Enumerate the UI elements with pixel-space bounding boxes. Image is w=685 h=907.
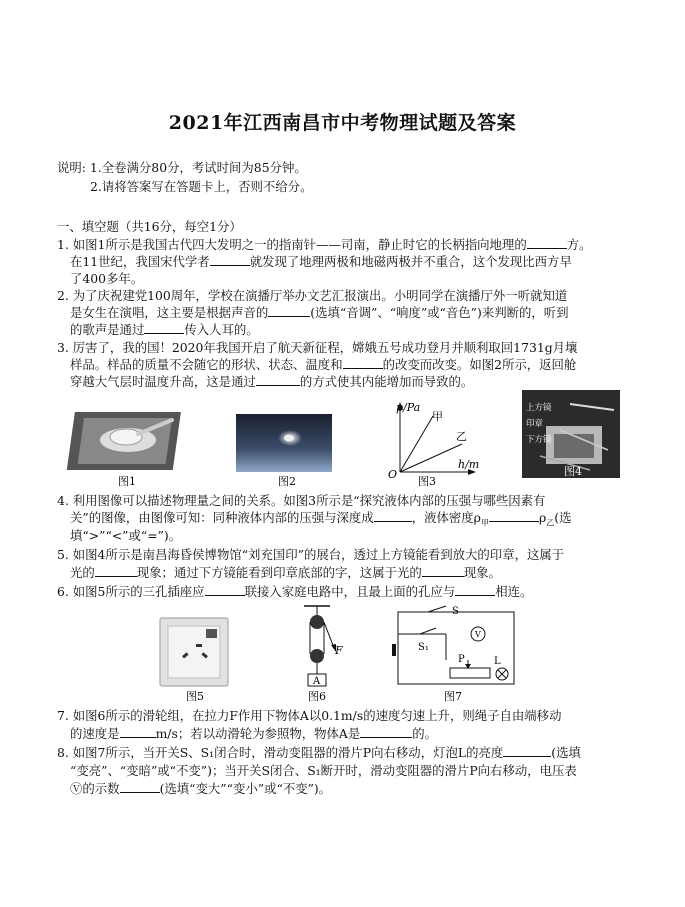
figures-row-1 bbox=[60, 390, 660, 490]
instructions-line1: 说明: 1.全卷满分80分，考试时间为85分钟。 bbox=[57, 160, 307, 175]
figure-4-caption: 图4 bbox=[564, 465, 582, 478]
question-1-line2: 在11世纪，我国宋代学者 就发现了地理两极和地磁两极并不重合，这个发现比西方早 bbox=[70, 254, 572, 269]
question-3-line1: 3. 厉害了，我的国！2020年我国开启了航天新征程，嫦娥五号成功登月并顺利取回1731g月壤 bbox=[57, 340, 578, 355]
figure-2-caption: 图2 bbox=[278, 475, 296, 488]
question-4-line1: 4. 利用图像可以描述物理量之间的关系。如图3所示是“探究液体内部的压强与哪些因素有 bbox=[57, 493, 546, 508]
force-label: F bbox=[335, 644, 343, 657]
figure-6-caption: 图6 bbox=[308, 690, 326, 703]
seal-label: 印章 bbox=[526, 419, 544, 429]
page-title: 2021年江西南昌市中考物理试题及答案 bbox=[168, 112, 517, 134]
question-5-line2: 光的 现象；通过下方镜能看到印章底部的字，这属于光的 现象。 bbox=[70, 565, 501, 580]
figure-5-caption: 图5 bbox=[186, 690, 204, 703]
question-2-line2: 是女生在演唱，这主要是根据声音的 (选填“音调”、“响度”或“音色”)来判断的，听到 bbox=[70, 305, 569, 320]
instructions-line2: 2.请将答案写在答题卡上，否则不给分。 bbox=[90, 179, 313, 194]
question-1-line3: 了400多年。 bbox=[70, 271, 144, 286]
switch-s-label: S bbox=[452, 606, 459, 617]
switch-s1-label: S₁ bbox=[418, 642, 429, 653]
graph-y-axis-label: p/Pa bbox=[396, 401, 421, 414]
question-1-line1: 1. 如图1所示是我国古代四大发明之一的指南针——司南，静止时它的长柄指向地理的 方。 bbox=[57, 237, 592, 252]
graph-line-yi-label: 乙 bbox=[456, 430, 467, 443]
question-6-line: 6. 如图5所示的三孔插座应 联接入家庭电路中，且最上面的孔应与 相连。 bbox=[57, 584, 533, 599]
question-2-line1: 2. 为了庆祝建党100周年，学校在演播厅举办文艺汇报演出。小明同学在演播厅外一听就知道 bbox=[57, 288, 568, 303]
compass-spoon-figure bbox=[67, 412, 181, 470]
question-8-line1: 8. 如图7所示，当开关S、S₁闭合时，滑动变阻器的滑片P向右移动，灯泡L的亮度 (选填 bbox=[57, 745, 581, 760]
voltmeter-label: V bbox=[475, 630, 481, 639]
instructions-label: 说明: bbox=[57, 160, 86, 175]
section-heading: 一、填空题（共16分，每空1分） bbox=[57, 219, 242, 234]
question-3-line3: 穿越大气层时温度升高，这是通过 的方式使其内能增加而导致的。 bbox=[70, 374, 474, 389]
question-8-line2: “变亮”、“变暗”或“不变”)；当开关S闭合、S₁断开时，滑动变阻器的滑片P向右移动，电压表 bbox=[70, 763, 577, 778]
question-5-line1: 5. 如图4所示是南昌海昏侯博物馆“刘充国印”的展台，透过上方镜能看到放大的印章，这属于 bbox=[57, 547, 565, 562]
graph-x-axis-label: h/m bbox=[458, 458, 480, 471]
figure-1-caption: 图1 bbox=[118, 475, 136, 488]
question-4-line3: 填“>”“<”或“=”)。 bbox=[70, 528, 182, 543]
graph-line-jia-label: 甲 bbox=[432, 410, 443, 423]
graph-origin-label: O bbox=[388, 468, 398, 481]
pulley-system-figure bbox=[304, 606, 336, 686]
three-hole-socket-figure bbox=[160, 618, 228, 686]
question-3-line2: 样品。样品的质量不会随它的形状、状态、温度和 的改变而改变。如图2所示，返回舱 bbox=[70, 357, 577, 372]
question-7-line1: 7. 如图6所示的滑轮组，在拉力F作用下物体A以0.1m/s的速度匀速上升，则绳子自由端移动 bbox=[57, 708, 562, 723]
question-2-line3: 的歌声是通过 传入人耳的。 bbox=[70, 322, 259, 337]
bottom-mirror-label: 下方镜 bbox=[526, 435, 552, 445]
reentry-capsule-photo bbox=[236, 414, 332, 472]
slider-p-label: P bbox=[458, 654, 465, 665]
circuit-diagram bbox=[392, 606, 514, 684]
lamp-l-label: L bbox=[494, 656, 501, 667]
block-a-label: A bbox=[313, 676, 321, 687]
top-mirror-label: 上方镜 bbox=[526, 403, 552, 413]
figure-7-caption: 图7 bbox=[444, 690, 462, 703]
figures-row-2 bbox=[150, 604, 530, 704]
figure-3-caption: 图3 bbox=[418, 475, 436, 488]
question-8-line3: Ⓥ的示数 (选填“变大”“变小”或“不变”)。 bbox=[70, 781, 332, 796]
question-4-line2: 关”的图像，由图像可知：同种液体内部的压强与深度成 ，液体密度$\rho_甲$ $\rho_乙$(选 bbox=[70, 510, 572, 528]
question-7-line2: 的速度是 m/s；若以动滑轮为参照物，物体A是 的。 bbox=[70, 726, 438, 741]
